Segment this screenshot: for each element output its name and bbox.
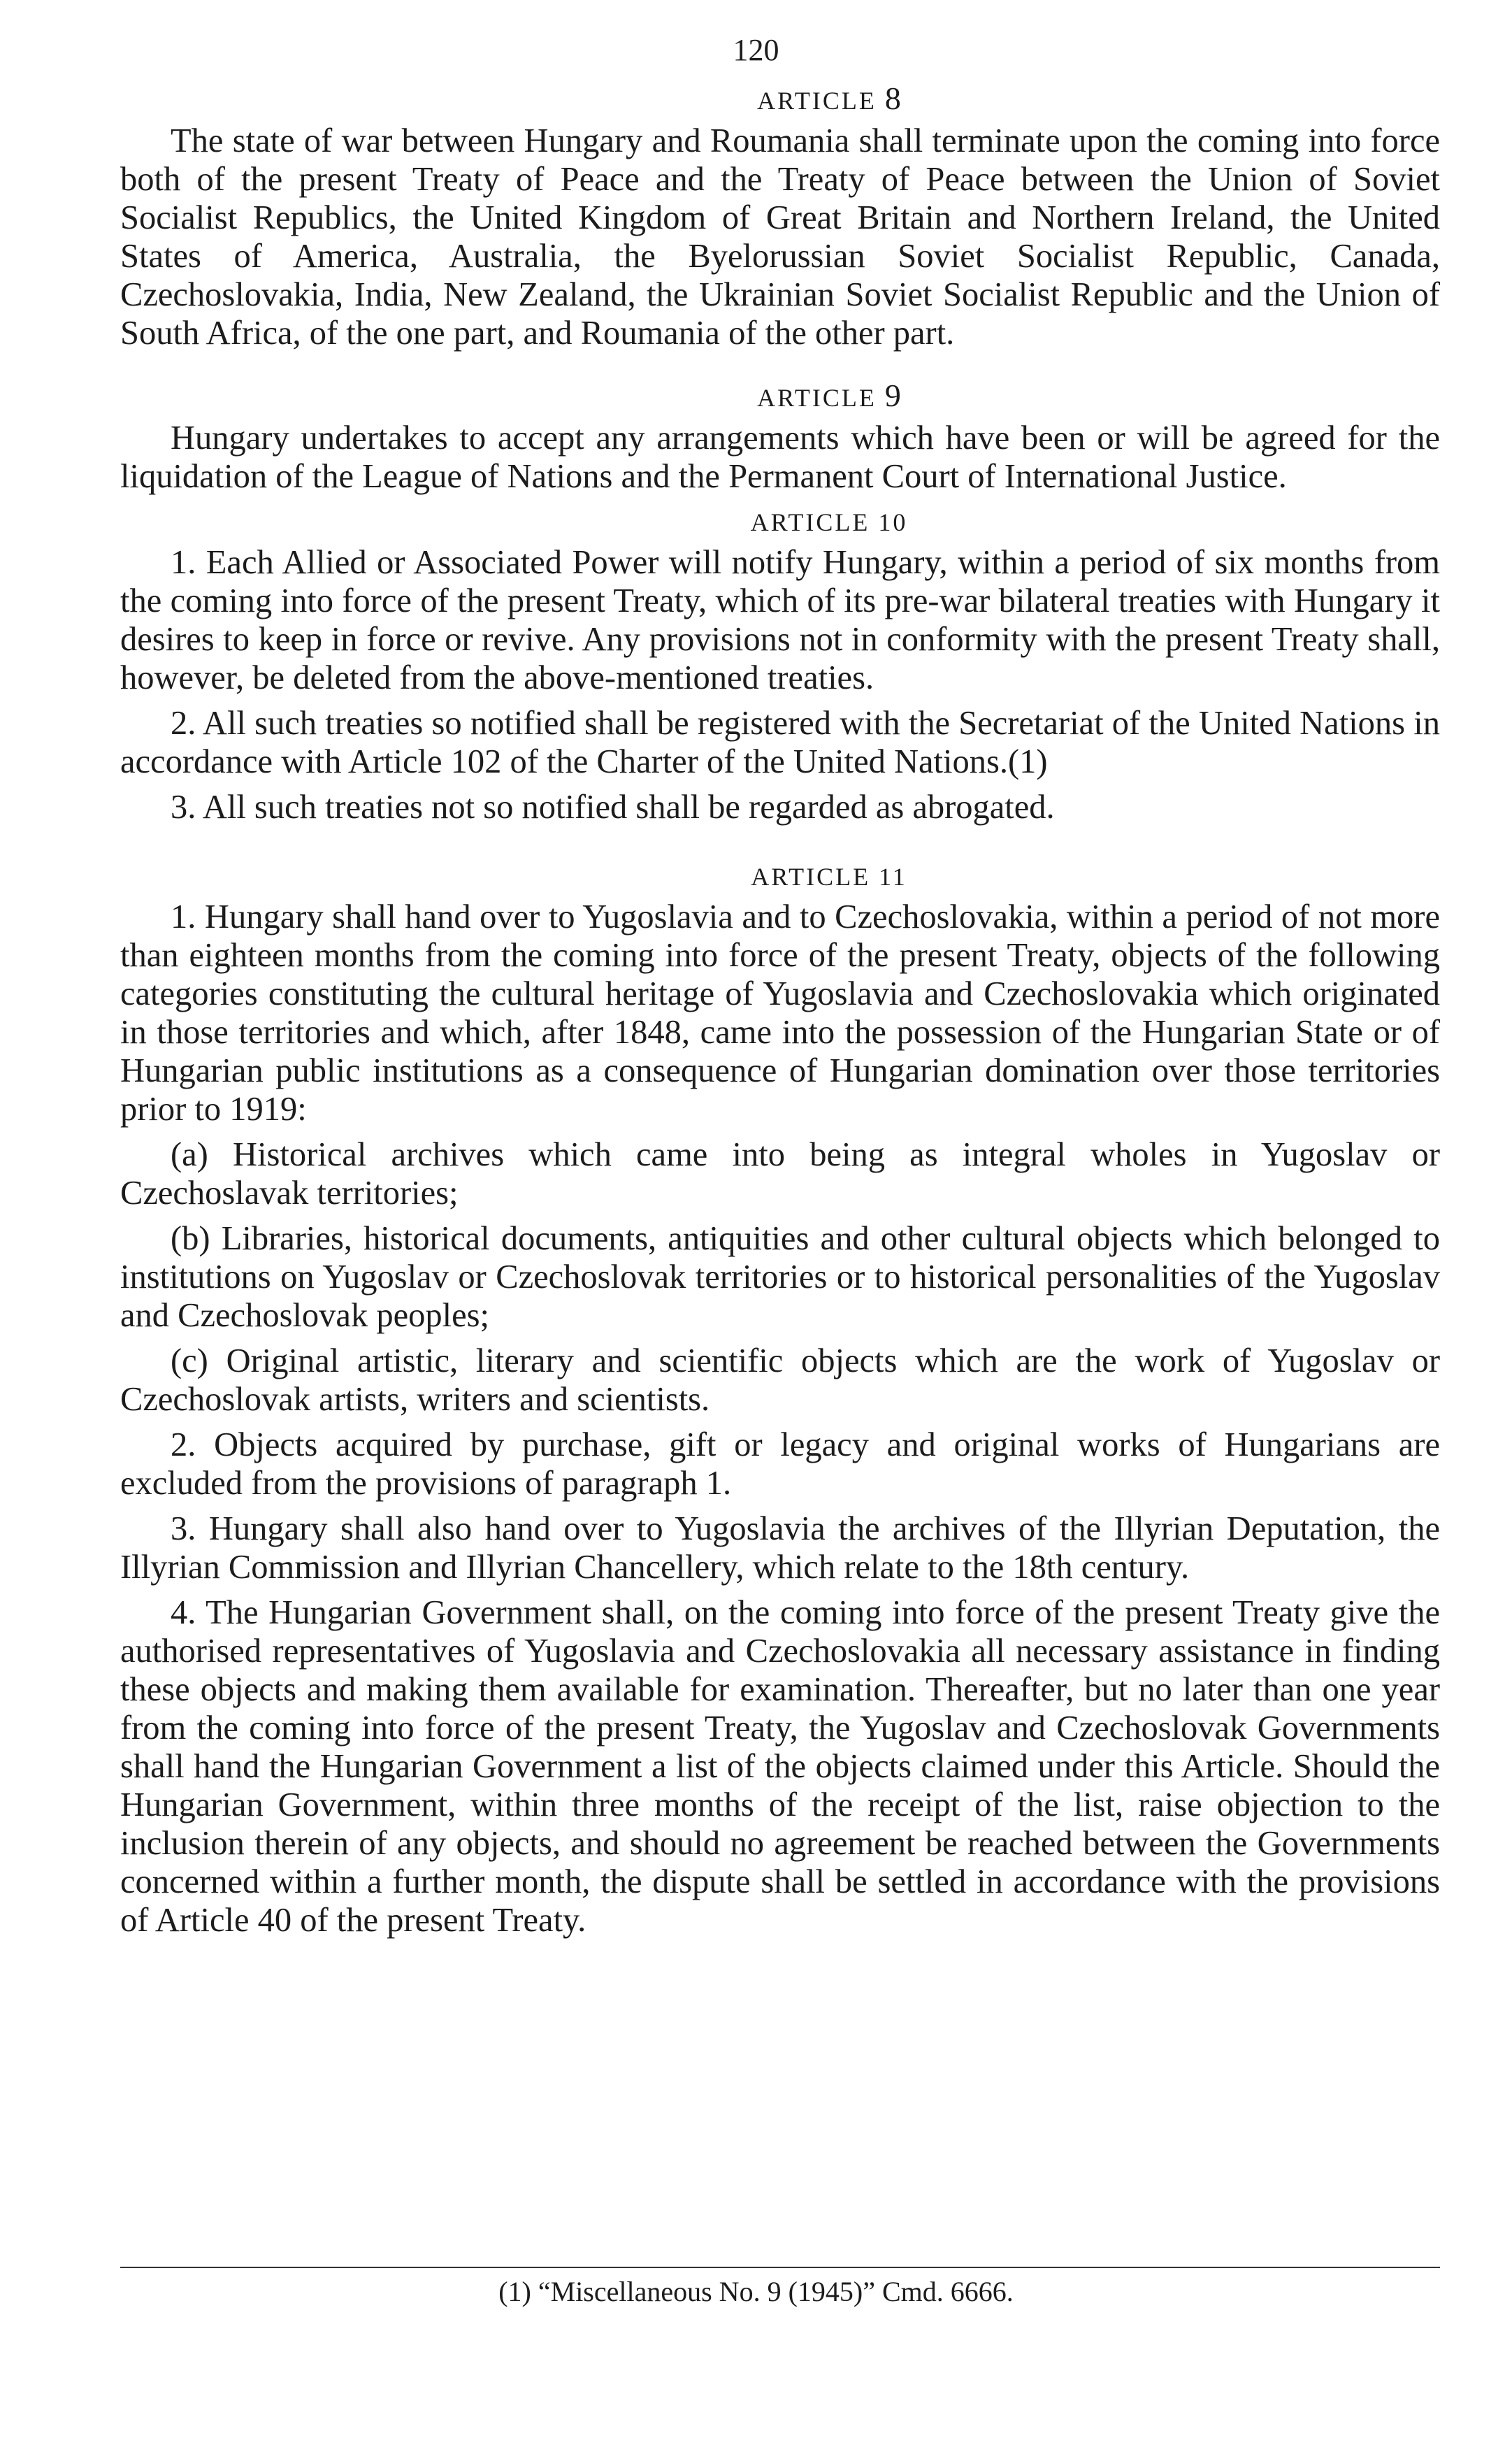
article-number: 9 [884,378,901,413]
article-heading [218,80,1440,119]
article-label: ARTICLE [757,384,877,412]
article-paragraph: Hungary undertakes to accept any arrangements which have been or will be agreed for the liquidation of the League of Nations and the Permanent Court of International Justice. [120,420,1440,495]
page-body [120,80,1440,1939]
article-paragraph: 1. Hungary shall hand over to Yugoslavia and to Czechoslovakia, within a period of not more than eighteen months from the coming into force of the present Treaty, objects of the following categories constituting the cultural heritage of Yugoslavia and Czechoslovakia which originated in those territories and which, after 1848, came into the possession of the Hungarian State or of Hungarian public institutions as a consequence of Hungarian domination over those territories prior to 1919: [120,898,1440,1128]
article-paragraph: 3. All such treaties not so notified shall be regarded as abrogated. [171,789,1055,826]
footnote-divider [120,2267,1440,2268]
article-paragraph: The state of war between Hungary and Roumania shall terminate upon the coming into force both of the present Treaty of Peace and the Treaty of Peace between the Union of Soviet Socialist Republics, the United Kingdom of Great Britain and Northern Ireland, the United States of America, Australia, the Byelorussian Soviet Socialist Republic, Canada, Czechoslovakia, India, New Zealand, the Ukrainian Soviet Socialist Republic and the Union of South Africa, of the one part, and Roumania of the other part. [120,122,1440,352]
footnote: (1) “Miscellaneous No. 9 (1945)” Cmd. 6666. [498,2276,1014,2307]
article-label: ARTICLE [751,863,871,891]
page-number: 120 [733,33,779,67]
article-paragraph: (a) Historical archives which came into being as integral wholes in Yugoslav or Czechoslavak territories; [120,1136,1440,1212]
article-paragraph: (c) Original artistic, literary and scientific objects which are the work of Yugoslav or Czechoslovak artists, writers and scientists. [120,1342,1440,1418]
article-number: 11 [879,863,907,891]
article-label: ARTICLE [757,87,877,115]
article-paragraph: 2. Objects acquired by purchase, gift or legacy and original works of Hungarians are excluded from the provisions of paragraph 1. [120,1426,1440,1502]
article-heading [218,859,1440,895]
article-heading [218,378,1440,416]
article-paragraph: 2. All such treaties so notified shall be registered with the Secretariat of the United Nations in accordance with Article 102 of the Charter of the United Nations.(1) [120,705,1440,780]
article-number: 10 [878,508,908,536]
article-label: ARTICLE [750,508,870,536]
article-number: 8 [884,80,901,116]
article-paragraph: (b) Libraries, historical documents, antiquities and other cultural objects which belonged to institutions on Yugoslav or Czechoslovak territories or to historical personalities of the Yugoslav and Czechoslovak peoples; [120,1220,1440,1334]
article-heading [218,504,1440,540]
article-paragraph: 3. Hungary shall also hand over to Yugoslavia the archives of the Illyrian Deputation, the Illyrian Commission and Illyrian Chancellery, which relate to the 18th century. [120,1510,1440,1586]
article-paragraph: 4. The Hungarian Government shall, on the coming into force of the present Treaty give the authorised representatives of Yugoslavia and Czechoslovakia all necessary assistance in finding these objects and making them available for examination. Thereafter, but no later than one year from the coming into force of the present Treaty, the Yugoslav and Czechoslovak Governments shall hand the Hungarian Government a list of the objects claimed under this Article. Should the Hungarian Government, within three months of the receipt of the list, raise objection to the inclusion therein of any objects, and should no agreement be reached between the Governments concerned within a further month, the dispute shall be settled in accordance with the provisions of Article 40 of the present Treaty. [120,1594,1440,1939]
article-paragraph: 1. Each Allied or Associated Power will notify Hungary, within a period of six months from the coming into force of the present Treaty, which of its pre-war bilateral treaties with Hungary it desires to keep in force or revive. Any provisions not in conformity with the present Treaty shall, however, be deleted from the above-mentioned treaties. [120,544,1440,696]
